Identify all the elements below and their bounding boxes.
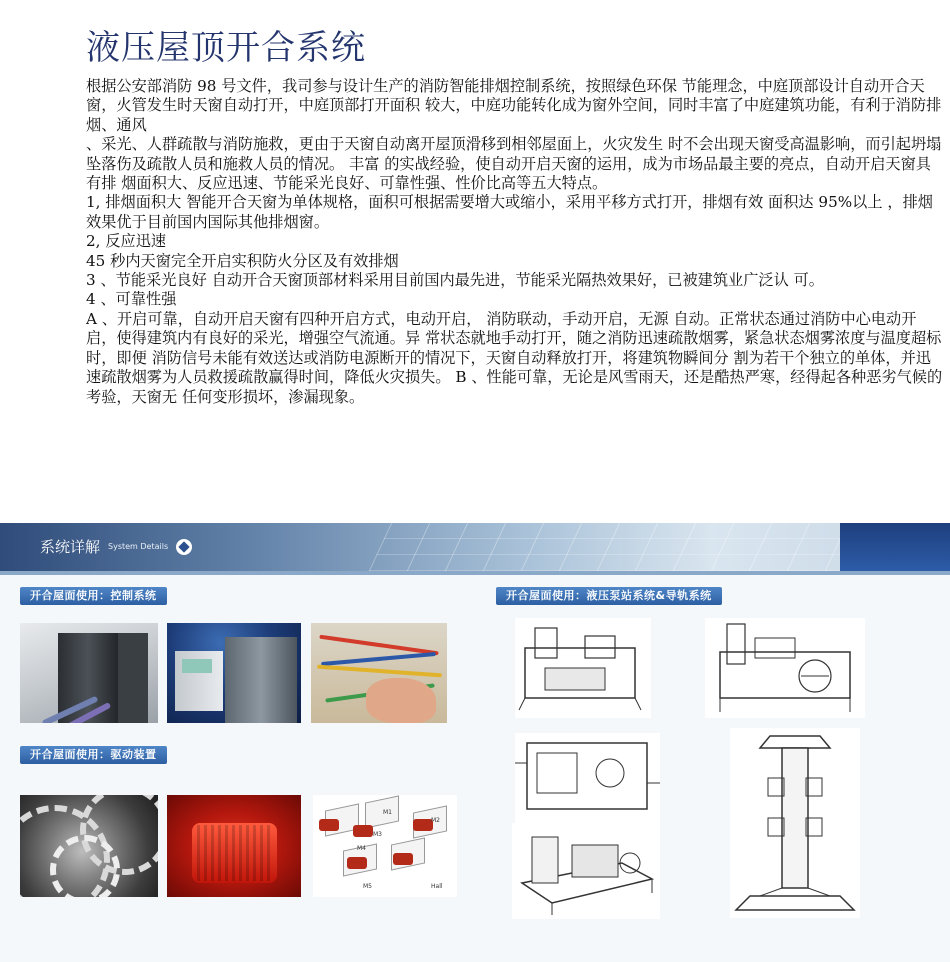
paragraph-point-4-heading: 4 、可靠性强 — [86, 290, 177, 309]
pump-station-drawing-4 — [512, 823, 660, 919]
paragraph-intro: 根据公安部消防 98 号文件，我司参与设计生产的消防智能排烟控制系统，按照绿色环保 节能理念，中庭顶部设计自动开合天窗，火管发生时天窗自动打开，中庭顶部打开面积 较大，中庭功能转化成为窗外空间，同时丰富了中庭建筑功能，有利于消防排烟、通风 — [86, 77, 942, 134]
brand-logo-icon — [176, 539, 192, 555]
page-title: 液压屋顶开合系统 — [86, 28, 366, 68]
drive-label-m1: M1 — [383, 809, 392, 816]
paragraph-point-1: 1, 排烟面积大 智能开合天窗为单体规格，面积可根据需要增大或缩小，采用平移方式打开，排烟有效 面积达 95%以上 ，排烟效果优于目前国内国际其他排烟窗。 — [86, 193, 933, 231]
banner-heading-en: System Details — [108, 542, 169, 551]
drive-layout-diagram — [313, 795, 457, 897]
body-text — [86, 77, 946, 407]
electric-motor-photo — [167, 795, 301, 897]
drive-label-hall: Hall — [431, 883, 443, 890]
section-label-hydraulic: 开合屋面使用：液压泵站系统&导轨系统 — [496, 587, 722, 605]
paragraph-point-2-heading: 2, 反应迅速 — [86, 232, 167, 251]
banner-heading: 系统详解 — [40, 538, 101, 556]
drive-label-m5: M5 — [363, 883, 372, 890]
section-label-control: 开合屋面使用：控制系统 — [20, 587, 167, 605]
system-details-panel — [0, 523, 950, 962]
drive-label-m4: M4 — [357, 845, 366, 852]
system-details-banner — [0, 523, 950, 571]
paragraph-point-2: 45 秒内天窗完全开启实积防火分区及有效排烟 — [86, 251, 399, 270]
frequency-converter-photo — [167, 623, 301, 723]
guide-rail-column-drawing — [730, 728, 860, 918]
pump-station-drawing-3 — [515, 733, 660, 823]
pump-station-drawing-2 — [705, 618, 865, 718]
gear-assembly-photo — [20, 795, 158, 897]
pump-station-drawing-1 — [515, 618, 651, 718]
section-label-drive: 开合屋面使用：驱动装置 — [20, 746, 167, 764]
paragraph-point-4: A 、开启可靠，自动开启天窗有四种开启方式，电动开启， 消防联动，手动开启，无源 自动。正常状态通过消防中心电动开启，使得建筑内有良好的采光，增强空气流通。异 常状态就地手动打开，随之消防迅速疏散烟雾，紧急状态烟雾浓度与温度超标时，即便 消防信号未能有效送达或消防电源断开的情况下，天窗自动释放打开，将建筑物瞬间分 割为若干个独立的单体，并迅速疏散烟雾为人员救援疏散赢得时间，降低火灾损失。 B 、性能可靠，无论是风雪雨天，还是酷热严寒，经得起各种恶劣气候的考验，天窗无 任何变形损坏，渗漏现象。 — [86, 309, 943, 406]
paragraph-point-3: 3 、节能采光良好 自动开合天窗顶部材料采用目前国内最先进，节能采光隔热效果好，已被建筑业广泛认 可。 — [86, 271, 824, 290]
drive-label-m3: M3 — [373, 831, 382, 838]
paragraph-features: 、采光、人群疏散与消防施救，更由于天窗自动离开屋顶滑移到相邻屋面上，火灾发生 时不会出现天窗受高温影响，而引起坍塌坠落伤及疏散人员和施救人员的情况。 丰富 的实战经验，使自动开启天窗的运用，成为市场品最主要的亮点，自动开启天窗具有排 烟面积大、反应迅速、节能采光良好、可靠性强、性价比高等五大特点。 — [86, 135, 942, 193]
drive-label-m2: M2 — [431, 817, 440, 824]
wiring-work-photo — [311, 623, 447, 723]
plc-controller-photo — [20, 623, 158, 723]
